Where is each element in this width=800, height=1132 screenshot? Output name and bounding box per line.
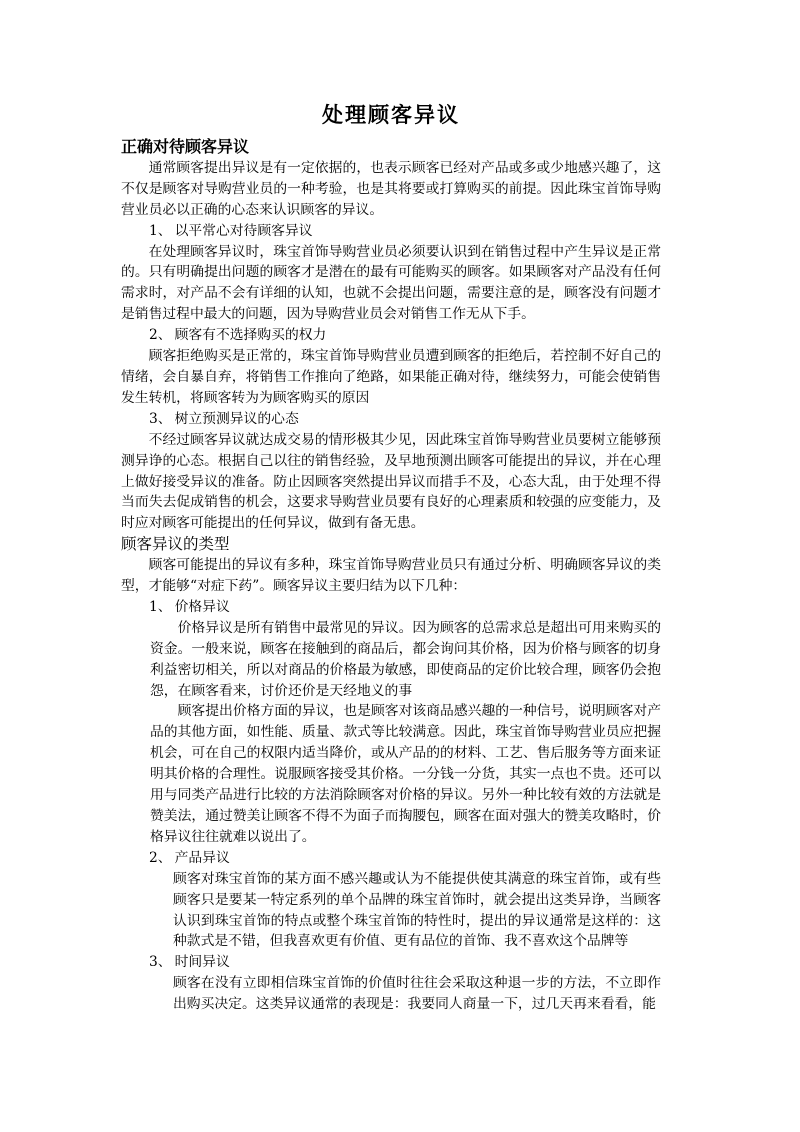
item-label: 顾客有不选择购买的权力 (174, 327, 327, 344)
list-item-heading (121, 409, 661, 430)
list-item-heading (121, 597, 661, 618)
document-title: 处理顾客异议 (322, 102, 460, 127)
paragraph-intro: 顾客可能提出的异议有多种，珠宝首饰导购营业员只有通过分析、明确顾客异议的类型，才能够“对症下药”。顾客异议主要归结为以下几种： (121, 557, 661, 595)
section-heading: 顾客异议的类型 (121, 535, 230, 554)
section-correct-attitude (121, 137, 661, 534)
list-item-product (121, 848, 661, 953)
list-item-time (121, 952, 661, 1015)
list-item-1 (121, 221, 661, 326)
item-number: 1、 (149, 222, 172, 239)
paragraph-intro: 通常顾客提出异议是有一定依据的，也表示顾客已经对产品或多或少地感兴趣了，这不仅是顾客对导购营业员的一种考验，也是其将要或打算购买的前提。因此珠宝首饰导购营业员必以正确的心态来认识顾客的异议。 (121, 159, 661, 218)
item-number: 2、 (149, 327, 172, 344)
paragraph: 顾客对珠宝首饰的某方面不感兴趣或认为不能提供使其满意的珠宝首饰，或有些顾客只是要某一特定系列的单个品牌的珠宝首饰时，就会提出这类异诤，当顾客认识到珠宝首饰的特点或整个珠宝首饰的特性时，提出的异议通常是这样的：这种款式是不错，但我喜欢更有价值、更有品位的首饰、我不喜欢这个品牌等 (173, 870, 661, 950)
paragraph: 价格异议是所有销售中最常见的异议。因为顾客的总需求总是超出可用来购买的资金。一般来说，顾客在接触到的商品后，都会询问其价格，因为价格与顾客的切身利益密切相关，所以对商品的价格最为敏感，即使商品的定价比较合理，顾客仍会抱怨，在顾客看来，讨价还价是天经地义的事 (150, 619, 661, 699)
list-item-heading (121, 325, 661, 346)
list-item-3 (121, 409, 661, 534)
item-label: 以平常心对待顾客异议 (174, 222, 313, 239)
section-objection-types (121, 534, 661, 1015)
item-label: 产品异议 (174, 849, 230, 866)
item-number: 3、 (149, 410, 172, 427)
item-number: 2、 (149, 849, 172, 866)
paragraph: 顾客拒绝购买是正常的，珠宝首饰导购营业员遭到顾客的拒绝后，若控制不好自己的情绪，会自暴自弃，将销售工作推向了绝路，如果能正确对待，继续努力，可能会使销售发生转机，将顾客转为为顾客购买的原因 (121, 348, 661, 406)
item-number: 3、 (149, 954, 172, 971)
paragraph: 顾客在没有立即相信珠宝首饰的价值时往往会采取这种退一步的方法，不立即作出购买决定。这类异议通常的表现是：我要同人商量一下，过几天再来看看，能 (173, 975, 661, 1013)
list-item-heading (121, 848, 661, 869)
paragraph: 在处理顾客异议时，珠宝首饰导购营业员必须要认识到在销售过程中产生异议是正常的。只有明确提出问题的顾客才是潜在的最有可能购买的顾客。如果顾客对产品没有任何需求时，对产品不会有详细的认知，也就不会提出问题，需要注意的是，顾客没有问题才是销售过程中最大的问题，因为导购营业员会对销售工作无从下手。 (121, 243, 661, 323)
paragraph: 不经过顾客异议就达成交易的情形极其少见，因此珠宝首饰导购营业员要树立能够预测异诤的心态。根据自己以往的销售经验，及早地预测出顾客可能提出的异议，并在心理上做好接受异议的准备。防止因顾客突然提出异议而措手不及，心态大乱，由于处理不得当而失去促成销售的机会，这要求导购营业员要有良好的心理素质和较强的应变能力，及时应对顾客可能提出的任何异议，做到有备无患。 (121, 431, 661, 532)
list-item-heading (121, 952, 661, 973)
item-label: 时间异议 (174, 954, 230, 971)
item-label: 树立预测异议的心态 (174, 410, 299, 427)
item-number: 1、 (149, 598, 172, 615)
paragraph: 顾客提出价格方面的异议，也是顾客对该商品感兴趣的一种信号，说明顾客对产品的其他方面，如性能、质量、款式等比较满意。因此，珠宝首饰导购营业员应把握机会，可在自己的权限内适当降价，或从产品的的材料、工艺、售后服务等方面来证明其价格的合理性。说服顾客接受其价格。一分钱一分货，其实一点也不贵。还可以用与同类产品进行比较的方法消除顾客对价格的异议。另外一种比较有效的方法就是赞美法，通过赞美让顾客不得不为面子而掏腰包，顾客在面对强大的赞美攻略时，价格异议往往就难以说出了。 (150, 703, 661, 845)
section-heading: 正确对待顾客异议 (121, 137, 250, 156)
list-item-price (121, 597, 661, 848)
list-item-2 (121, 325, 661, 409)
list-item-heading (121, 221, 661, 242)
item-label: 价格异议 (174, 598, 230, 615)
